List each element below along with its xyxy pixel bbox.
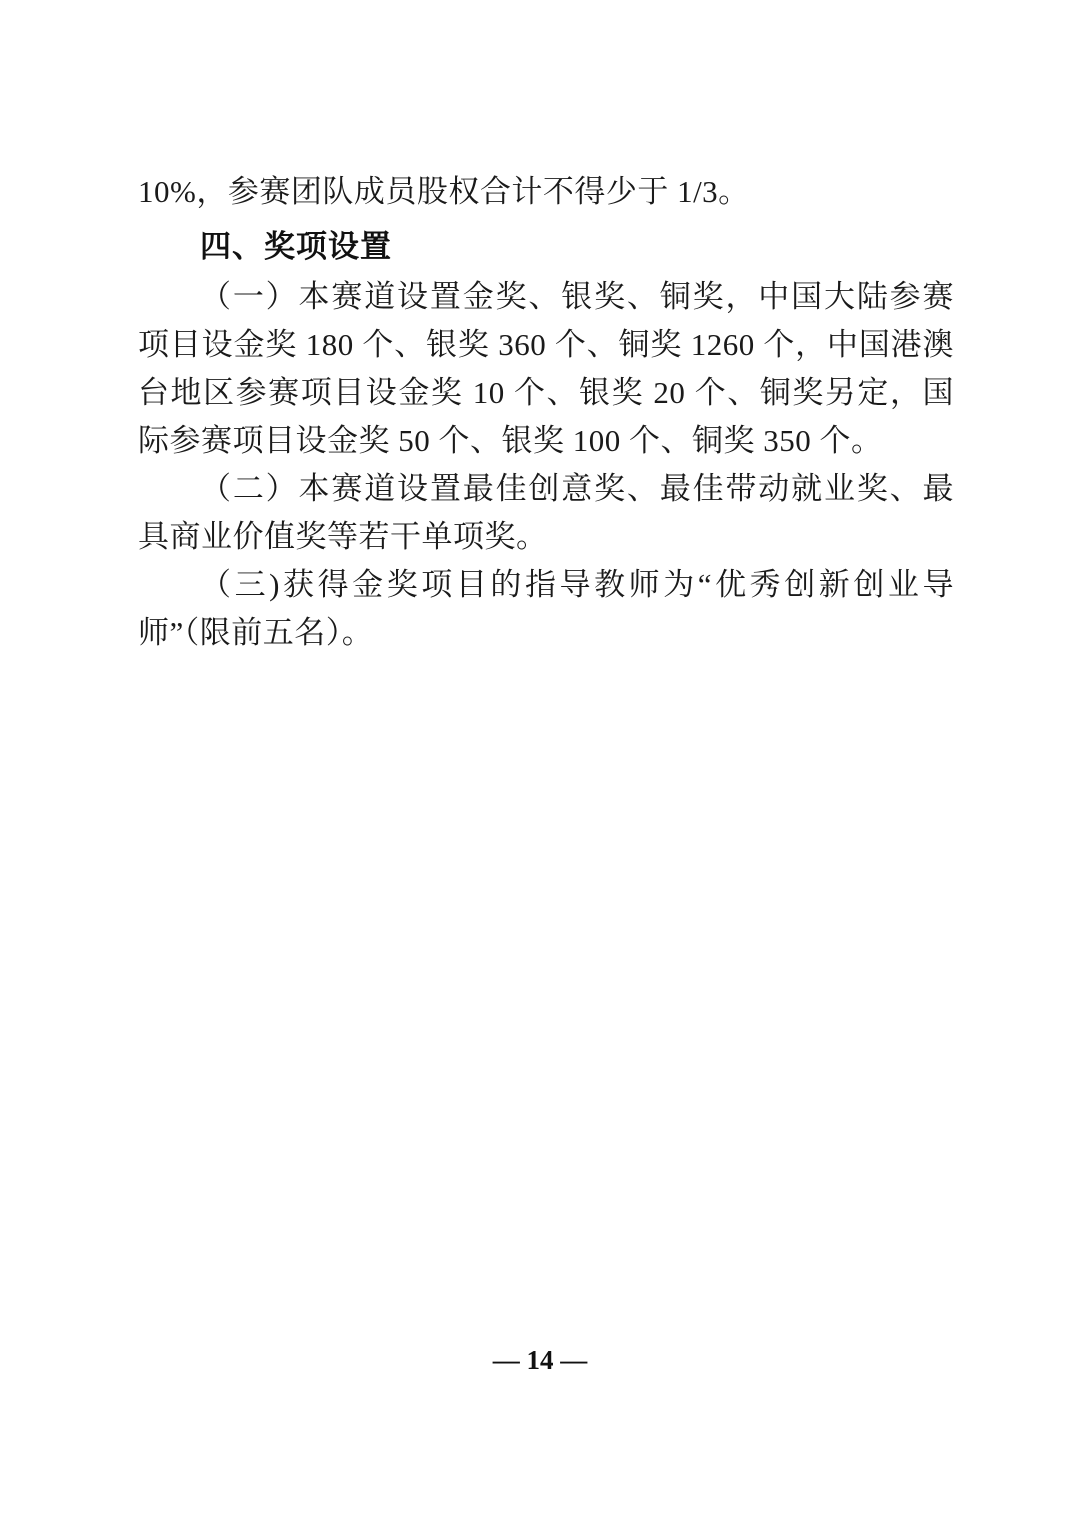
section-heading-awards: 四、奖项设置: [200, 229, 392, 264]
page-content: [138, 168, 954, 657]
paragraph-item-three: （三)获得金奖项目的指导教师为“优秀创新创业导师”（限前五名）。: [138, 567, 954, 650]
paragraph-continuation: 10%，参赛团队成员股权合计不得少于 1/3。: [138, 174, 750, 209]
paragraph-item-one: （一）本赛道设置金奖、银奖、铜奖，中国大陆参赛项目设金奖 180 个、银奖 360 个、铜奖 1260 个，中国港澳台地区参赛项目设金奖 10 个、银奖 20 个、铜奖另定，国际参赛项目设金奖 50 个、银奖 100 个、铜奖 350 个。: [138, 279, 954, 458]
page-number: — 14 —: [492, 1345, 588, 1375]
paragraph-item-two: （二）本赛道设置最佳创意奖、最佳带动就业奖、最具商业价值奖等若干单项奖。: [138, 471, 954, 554]
